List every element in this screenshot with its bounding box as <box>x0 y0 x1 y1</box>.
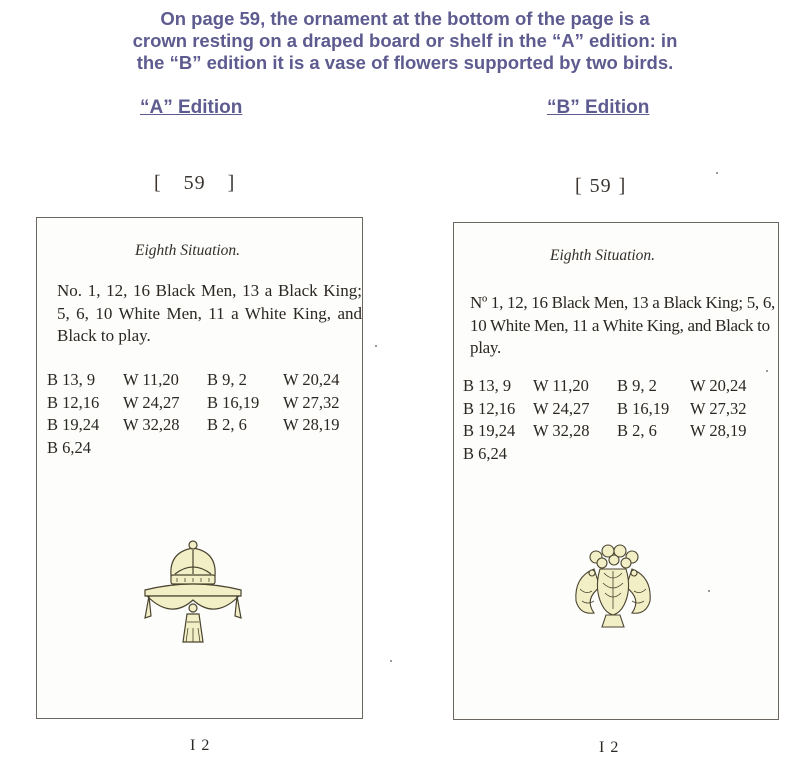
edition-a-page <box>36 217 363 719</box>
edition-a-page-number <box>154 172 235 195</box>
bracket-open: [ <box>154 172 162 194</box>
move: B 9, 2 <box>207 370 247 389</box>
scan-speck <box>708 590 710 592</box>
move: W 28,19 <box>283 415 340 434</box>
move: B 2, 6 <box>207 415 247 434</box>
move: W 11,20 <box>533 376 589 395</box>
move: W 28,19 <box>690 421 747 440</box>
bracket-close: ] <box>227 172 236 194</box>
edition-a-heading: “A” Edition <box>140 97 243 118</box>
caption <box>60 8 750 74</box>
edition-b-heading: “B” Edition <box>547 97 650 118</box>
move: B 6,24 <box>463 443 508 463</box>
move: B 16,19 <box>207 392 260 412</box>
caption-line-1: On page 59, the ornament at the bottom of the page is a <box>160 8 650 29</box>
move: W 20,24 <box>690 376 747 395</box>
move: B 16,19 <box>617 398 670 418</box>
bracket-open: [ <box>575 175 583 197</box>
scan-speck <box>766 370 768 372</box>
scan-speck <box>375 345 377 347</box>
edition-a-folio: I 2 <box>190 737 211 754</box>
edition-b-page <box>453 222 779 720</box>
edition-b-folio: I 2 <box>599 739 620 756</box>
move: B 13, 9 <box>463 376 512 395</box>
move: B 12,16 <box>463 398 516 418</box>
move: W 27,32 <box>690 398 747 418</box>
vase-ornament-icon <box>570 543 656 635</box>
move: W 32,28 <box>123 415 180 434</box>
move: B 19,24 <box>463 421 516 440</box>
page-number-value: 59 <box>589 175 612 197</box>
situation-title: Eighth Situation. <box>135 242 241 259</box>
move: W 24,27 <box>123 392 180 412</box>
situation-description: Nº 1, 12, 16 Black Men, 13 a Black King; 5, 6, 10 White Men, 11 a White King, and Black to play. <box>470 293 775 357</box>
move: B 12,16 <box>47 392 100 412</box>
move: B 2, 6 <box>617 421 657 440</box>
move: B 13, 9 <box>47 370 96 389</box>
bracket-close: ] <box>618 175 627 197</box>
caption-line-3: the “B” edition it is a vase of flowers supported by two birds. <box>136 52 674 73</box>
move: W 20,24 <box>283 370 340 389</box>
move: W 11,20 <box>123 370 179 389</box>
scan-speck <box>716 172 718 174</box>
move: W 24,27 <box>533 398 590 418</box>
situation-description: No. 1, 12, 16 Black Men, 13 a Black King; 5, 6, 10 White Men, 11 a White King, and Black to play. <box>57 281 362 345</box>
move: W 27,32 <box>283 392 340 412</box>
move: B 6,24 <box>47 437 92 457</box>
move: B 19,24 <box>47 415 100 434</box>
move: W 32,28 <box>533 421 590 440</box>
edition-b-page-number <box>575 175 626 198</box>
scan-speck <box>390 660 392 662</box>
crown-ornament-icon <box>141 538 245 650</box>
situation-title: Eighth Situation. <box>550 247 656 264</box>
page-number-value: 59 <box>183 172 206 194</box>
caption-line-2: crown resting on a draped board or shelf in the “A” edition: in <box>132 30 678 51</box>
move: B 9, 2 <box>617 376 657 395</box>
